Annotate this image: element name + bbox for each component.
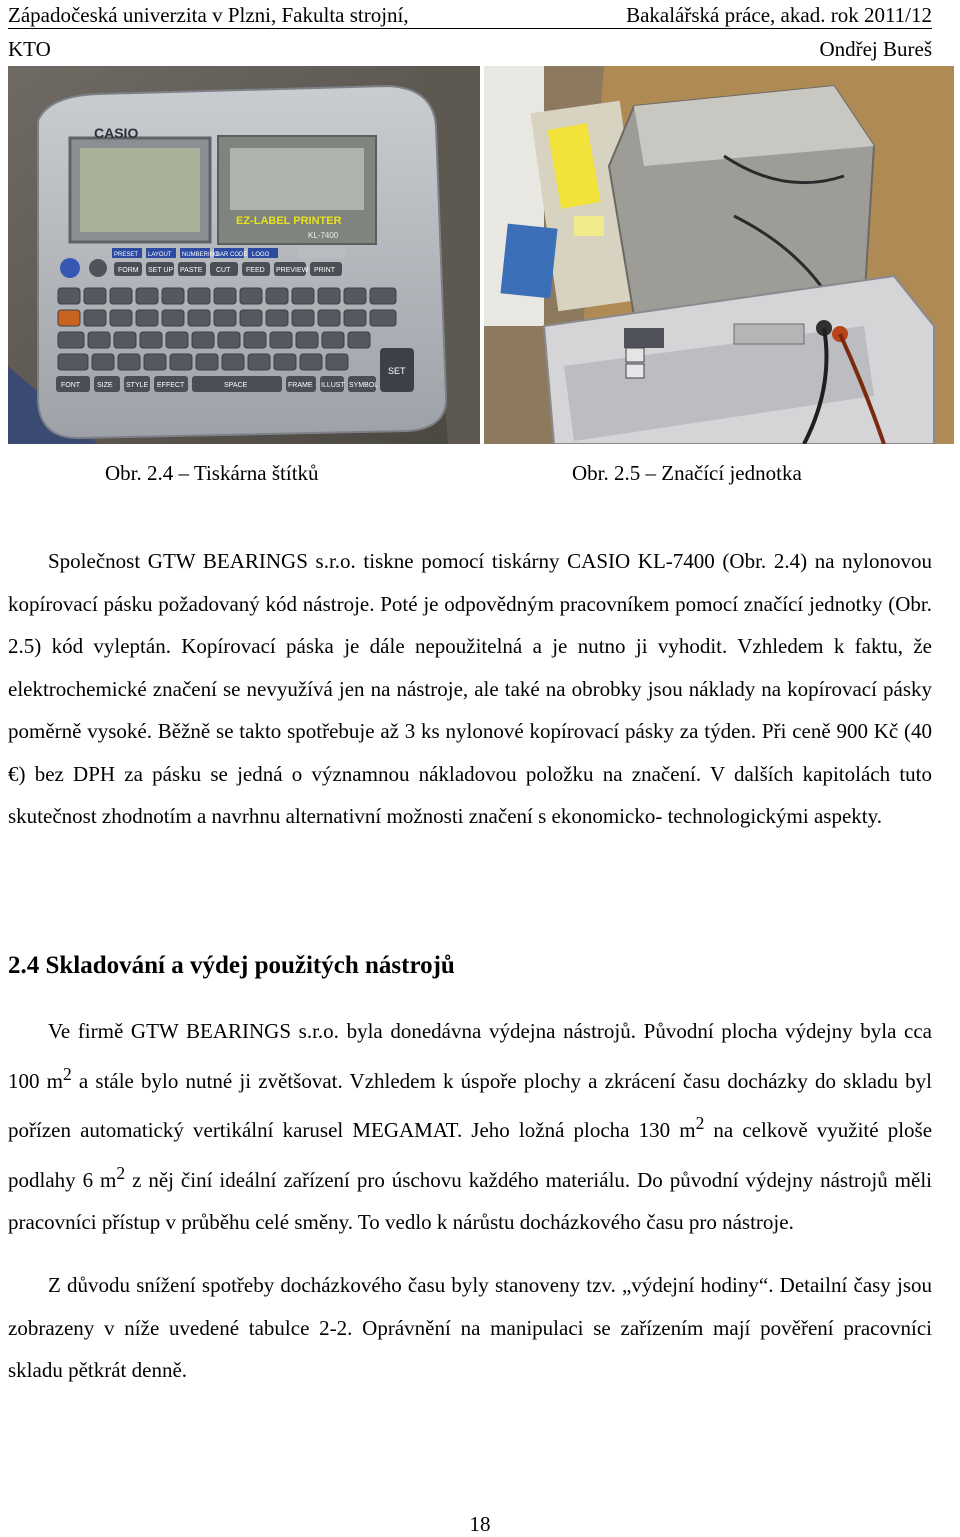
p3-line-2: Detailní časy jsou zobrazeny v níže uvedené tabulce 2-2. Oprávnění na manipulaci se	[8, 1273, 933, 1340]
label-printer-photo	[8, 66, 480, 444]
key-cut: CUT	[216, 267, 231, 274]
key-feed: FEED	[246, 267, 265, 274]
p2-line-3: času docházky do skladu byl pořízen automatický vertikální karusel MEGAMAT. Jeho ložná	[8, 1068, 932, 1142]
marking-unit-photo	[484, 66, 954, 444]
p1-line-6: spotřebuje až 3 ks nylonové kopírovací pásky za týden. Při ceně 900 Kč (40 €) bez DPH za	[8, 719, 932, 786]
p2-sup-2: 2	[695, 1113, 705, 1133]
p1-line-1: Společnost GTW BEARINGS s.r.o. tiskne pomocí tiskárny CASIO KL-7400 (Obr. 2.4)	[48, 549, 808, 573]
key-illust: ILLUST	[321, 382, 345, 389]
running-header-bottom	[8, 36, 932, 64]
p1-line-9: technologickými aspekty.	[667, 804, 883, 828]
key-layout: LAYOUT	[148, 252, 172, 258]
p1-line-7: pásku se jedná o významnou nákladovou položku na značení. V dalších kapitolách tuto	[152, 761, 932, 786]
paragraph-tool-store	[8, 1010, 932, 1244]
key-size: SIZE	[97, 382, 113, 389]
key-print: PRINT	[314, 267, 335, 274]
figure-caption-2-4: Obr. 2.4 – Tiskárna štítků	[105, 461, 319, 485]
p2-line-5: každého materiálu. Do původní výdejny nástrojů měli pracovníci přístup v průběhu celé	[8, 1167, 933, 1234]
key-preset: PRESET	[114, 252, 139, 258]
model-text: KL-7400	[308, 231, 339, 240]
key-font: FONT	[61, 382, 81, 389]
p3-line-1: Z důvodu snížení spotřeby docházkového času byly stanoveny tzv. „výdejní hodiny“.	[48, 1273, 774, 1297]
marking-unit-illustration	[484, 66, 954, 444]
p3-line-3: zařízením mají pověření pracovníci skladu pětkrát denně.	[8, 1315, 932, 1382]
key-preview: PREVIEW	[276, 267, 309, 274]
key-effect: EFFECT	[157, 382, 185, 389]
header-department: KTO	[8, 37, 51, 61]
label-printer-illustration	[8, 66, 480, 444]
paragraph-dispensing-hours	[8, 1264, 932, 1392]
running-header-top	[8, 2, 932, 29]
key-form: FORM	[118, 267, 139, 274]
key-space: SPACE	[224, 382, 248, 389]
page-number: 18	[469, 1512, 491, 1536]
p2-line-4b: na celkově využité ploše podlahy 6 m	[8, 1118, 933, 1192]
p1-line-5: ale také na obrobky jsou náklady na kopírovací pásky poměrně vysoké. Běžně se takto	[8, 676, 933, 743]
paragraph-label-printing	[8, 540, 932, 838]
p2-sup-3: 2	[116, 1162, 126, 1183]
key-set: SET	[388, 366, 406, 376]
key-symbol: SYMBOL	[349, 382, 379, 389]
casio-logo: CASIO	[94, 125, 139, 141]
p2-line-4c: z něj činí ideální zařízení pro úschovu	[125, 1167, 462, 1192]
p2-line-2b: a stále bylo nutné ji zvětšovat. Vzhledem k úspoře plochy a zkrácení	[71, 1068, 676, 1093]
p2-line-1: Ve firmě GTW BEARINGS s.r.o. byla donedávna výdejna nástrojů. Původní plocha	[48, 1019, 778, 1043]
p1-line-4: nutno ji vyhodit. Vzhledem k faktu, že elektrochemické značení se nevyužívá jen na nástroje,	[8, 634, 933, 701]
p2-line-4a: plocha 130 m	[573, 1118, 696, 1142]
p2-sup-1: 2	[63, 1063, 72, 1084]
p1-line-8: skutečnost zhodnotím a navrhnu alternativní možnosti značení s ekonomicko-	[8, 804, 663, 828]
key-paste: PASTE	[180, 267, 203, 274]
section-heading: 2.4 Skladování a výdej použitých nástrojů	[8, 952, 455, 979]
key-setup: SET UP	[148, 267, 174, 274]
p2-line-6: směny. To vedlo k nárůstu docházkového času pro nástroje.	[294, 1210, 794, 1234]
p2-line-2a: výdejny byla cca 100 m	[8, 1019, 933, 1093]
figure-caption-2-5: Obr. 2.5 – Značící jednotka	[572, 461, 802, 485]
key-numbering: NUMBERING	[182, 252, 219, 258]
header-author: Ondřej Bureš	[819, 37, 932, 61]
key-style: STYLE	[126, 382, 149, 389]
header-university: Západočeská univerzita v Plzni, Fakulta strojní,	[8, 3, 409, 27]
key-frame: FRAME	[288, 382, 313, 389]
p1-line-2: na nylonovou kopírovací pásku požadovaný kód nástroje. Poté je odpovědným pracovníkem	[8, 549, 932, 616]
p1-line-3: pomocí značící jednotky (Obr. 2.5) kód vyleptán. Kopírovací páska je dále nepoužitelná a je	[8, 591, 932, 658]
key-barcode: BAR CODE	[216, 252, 248, 258]
ez-label-text: EZ-LABEL PRINTER	[236, 215, 342, 227]
key-logo: LOGO	[252, 252, 270, 258]
header-thesis: Bakalářská práce, akad. rok 2011/12	[626, 3, 932, 27]
